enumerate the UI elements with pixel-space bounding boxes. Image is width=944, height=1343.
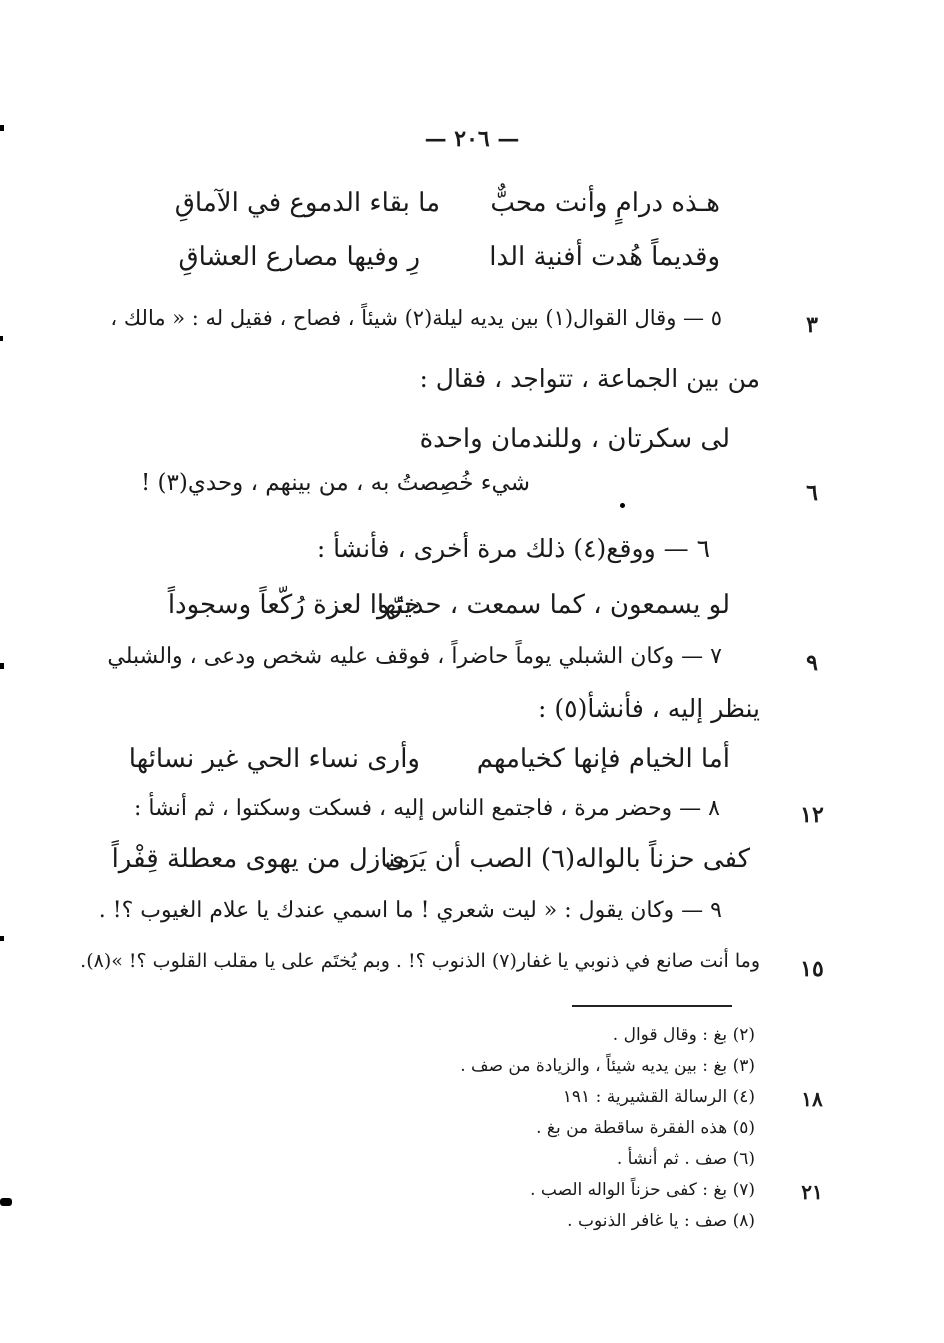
footnote xyxy=(400,1087,755,1107)
line-number: ١٥ xyxy=(800,956,824,982)
paragraph-line: من بين الجماعة ، تتواجد ، فقال : xyxy=(419,364,760,393)
footnote xyxy=(400,1211,755,1231)
footnote-separator xyxy=(572,1005,732,1007)
scan-speck xyxy=(0,663,4,669)
verse-hemistich: وقديماً هُدت أفنية الدا xyxy=(489,242,720,272)
verse-hemistich: أما الخيام فإنها كخيامهم xyxy=(476,744,730,774)
footnote-number: (٧) xyxy=(732,1180,755,1200)
footnote-text: الرسالة القشيرية : ١٩١ xyxy=(562,1087,728,1107)
line-number: ١٢ xyxy=(800,802,824,828)
verse-hemistich: منازل من يهوى معطلة قِفْراً xyxy=(111,844,410,874)
paragraph-line: ٨ — وحضر مرة ، فاجتمع الناس إليه ، فسكت وسكتوا ، ثم أنشأ : xyxy=(133,796,720,821)
line-number: ٦ xyxy=(806,480,818,506)
paragraph-line: ينظر إليه ، فأنشأ(٥) : xyxy=(538,694,760,723)
verse-hemistich: لو يسمعون ، كما سمعت ، حديثها xyxy=(376,590,730,620)
line-number: ٩ xyxy=(806,650,818,676)
footnote xyxy=(400,1149,755,1169)
verse-hemistich: شيء خُصِصتُ به ، من بينهم ، وحدي(٣) ! xyxy=(141,470,530,496)
paragraph-line: ٦ — ووقع(٤) ذلك مرة أخرى ، فأنشأ : xyxy=(316,534,710,563)
verse-hemistich: ما بقاء الدموع في الآماقِ xyxy=(174,188,440,218)
footnote xyxy=(400,1056,755,1076)
paragraph-line: ٥ — وقال القوال(١) بين يديه ليلة(٢) شيئاً ، فصاح ، فقيل له : « مالك ، xyxy=(110,306,722,330)
paragraph-line: ٩ — وكان يقول : « ليت شعري ! ما اسمي عندك يا علام الغيوب ؟! . xyxy=(98,898,722,923)
footnote-number: (٦) xyxy=(732,1149,755,1169)
footnote-text: بغ : بين يديه شيئاً ، والزيادة من صف . xyxy=(460,1056,728,1076)
footnote-number: (٢) xyxy=(732,1025,755,1045)
footnote-text: بغ : وقال قوال . xyxy=(612,1025,728,1045)
line-number: ١٨ xyxy=(801,1087,823,1111)
verse-hemistich: كفى حزناً بالواله(٦) الصب أن يَرَى xyxy=(384,844,750,874)
scan-speck xyxy=(620,503,625,508)
scan-speck xyxy=(0,336,3,341)
footnote-number: (٤) xyxy=(732,1087,755,1107)
footnote-text: هذه الفقرة ساقطة من بغ . xyxy=(536,1118,728,1138)
scan-speck xyxy=(0,125,4,131)
paragraph-line: ٧ — وكان الشبلي يوماً حاضراً ، فوقف عليه شخص ودعى ، والشبلي xyxy=(107,644,722,669)
line-number: ٢١ xyxy=(801,1180,823,1204)
verse-hemistich: هـذه درامٍ وأنت محبٌّ xyxy=(490,188,720,218)
footnote-number: (٥) xyxy=(732,1118,755,1138)
footnote-text: صف : يا غافر الذنوب . xyxy=(567,1211,728,1231)
line-number: ٣ xyxy=(806,312,818,338)
footnote-number: (٨) xyxy=(732,1211,755,1231)
scan-speck xyxy=(0,1198,12,1206)
scan-speck xyxy=(0,936,4,941)
verse-hemistich: وأرى نساء الحي غير نسائها xyxy=(128,744,420,774)
footnote-number: (٣) xyxy=(732,1056,755,1076)
verse-hemistich: رِ وفيها مصارع العشاقِ xyxy=(178,242,420,272)
footnote xyxy=(400,1118,755,1138)
footnote-text: بغ : كفى حزناً الواله الصب . xyxy=(530,1180,728,1200)
footnote-text: صف . ثم أنشأ . xyxy=(616,1149,728,1169)
page-number: — ٢٠٦ — xyxy=(424,126,520,152)
footnote xyxy=(400,1180,755,1200)
verse-hemistich: لى سكرتان ، وللندمان واحدة xyxy=(419,424,730,454)
verse-hemistich: خرّوا لعزة رُكّعاً وسجوداً xyxy=(167,590,420,620)
paragraph-line: وما أنت صانع في ذنوبي يا غفار(٧) الذنوب ؟! . وبم يُختَم على يا مقلب القلوب ؟! »(٨). xyxy=(80,950,760,972)
footnote xyxy=(400,1025,755,1045)
